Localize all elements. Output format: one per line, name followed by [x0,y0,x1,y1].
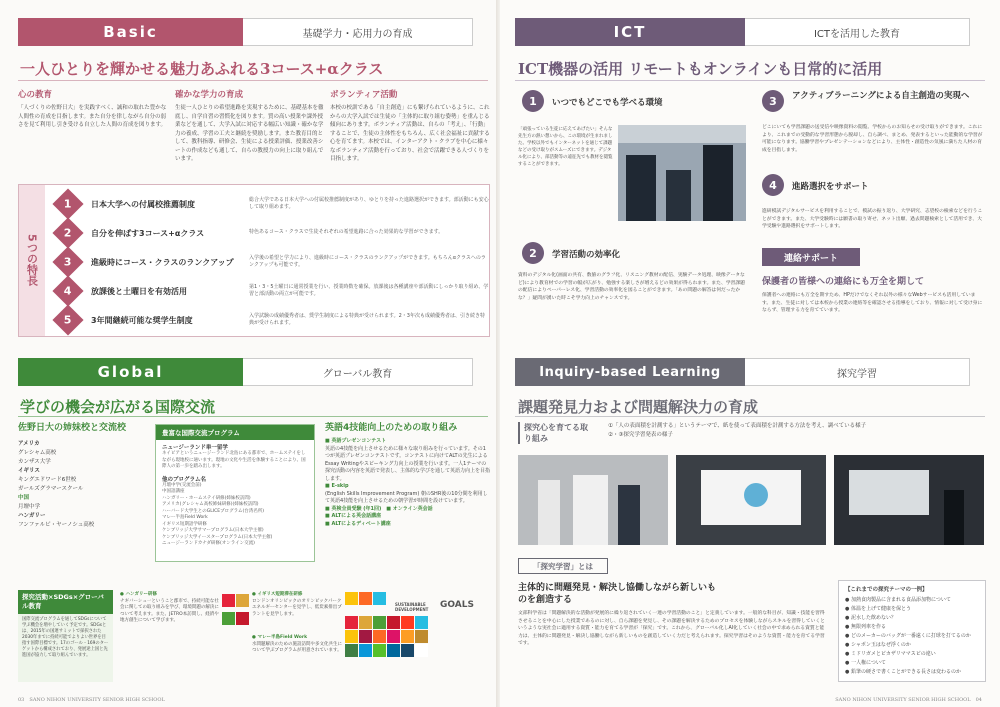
feature-row [53,278,489,304]
footer-right: SANO NIHON UNIVERSITY SENIOR HIGH SCHOOL 04 [835,697,982,703]
col-body: 生徒一人ひとりの希望進路を実現するために、基礎基本を徹底し、自学自習の習慣化を図ります。質の高い授業や課外授業などを通して、大学入試に対応する幅広い知識・確かな学力の養成、学習の工夫と継続を奨励します。また教育目的として、教科指導、研修会、生徒による授業評価、授業改善シートの作成なども通して、自らの教授力の向上に取り組んでいます。 [175,105,324,162]
other-title: 他のプログラム名 [162,476,206,483]
sister-list: アメリカ グレシャム高校 カンザス大学 イギリス キングエドワード6世校 ガールズグラマースクール 中国 月壇中学 ハンガリー フンファルビ・ヤーノシュ高校 [18,441,95,528]
five-features-box [18,184,490,337]
basic-subtitle: 基礎学力・応用力の育成 [243,18,473,46]
about-inquiry-tag: 「探究学習」とは [518,558,608,574]
feature-title: 3年間継続可能な奨学生制度 [91,315,193,325]
basic-col-2 [175,88,325,164]
sdg-note-hungary: ● ハンガリー研修 ナギバーシュ一ということ郡市で、持続可能な社会に関しての取り組みを学び、環境問題の解決について考えます。また、JETRO本訪問し、経済や地方創生について学びます。 [120,592,219,623]
ict-item-title: いつでもどこでも学べる環境 [552,98,663,108]
themes-list: ● 加熱食肉製品に含まれる食品添加物について ● 体温を上げて健康を保とう ● 泥水した飲めない？ ● 無限列車を作る ● どのメーカーのバッグが一番遠くに打球を打てるのか ● シャボン玉はなぜ浮くのか ● ミドリガメとピカザリママスピの違い ● 一人権について ● 鉛筆の硬さで書くことができる長さは変わるのか [845,597,971,675]
about-headline: 主体的に問題発見・解決し協働しながら新しいものを創造する [518,583,717,605]
contact-support-tag: 連絡サポート [762,248,860,266]
feature-row [53,220,489,246]
feature-title: 日本大学への付属校推薦制度 [91,199,195,209]
inquiry-subtitle-block: 探究心を育てる取り組み [518,422,593,444]
ict-item-title: 学習活動の効率化 [552,250,621,260]
english-items: ■ 英語プレゼンコンテスト 英語の4技能を向上させるために様々な取り組みを行っています。その1つが英語プレゼンコンテストです。コンテストに向けてALTの先生によるEssay Writingやスピーキング力向上の授業を行います。一人1テーマの探究活動の内容を英語で発表し、主体的な学びを通して英語力向上を目指します。 ■ E-skip (English Skills Improvement Program) 朝のSHR後の10分間を利用して英語4技能を向上させるための朝学習が時間を設けています。 ■ 英検全員受験 (年1回) ■ オンライン英会話 ■ ALTによる英会話講座 ■ ALTによるディベート講座 [325,438,491,527]
feature-desc: 総合大学である日本大学への付属校推薦制度があり、ゆとりを持った進路選択ができます。部活動にも安心して取り組めます。 [249,196,489,210]
divider [515,80,985,81]
side-label-text: 5つの特長 [25,234,39,286]
feature-desc: 特色あるコース・クラスで生徒それぞれの希望進路に合った効果的な学習ができます。 [249,229,444,236]
global-tag: Global [18,358,243,386]
feature-row [53,307,489,333]
inquiry-tag: Inquiry-based Learning [515,358,745,386]
sdg-logo-goals: GOALS [440,600,474,610]
feature-desc: 入学後の希望と学力により、進級時にコース・クラスのランクアップができます。もちろんαクラスへのランクアップも可能です。 [249,254,486,268]
inquiry-headline: 課題発見力および問題解決力の育成 [518,398,759,416]
col-title: 心の教育 [18,90,53,100]
ict-item-title: 進路選択をサポート [792,182,869,192]
english-title: 英語4技能向上のための取り組み [325,423,458,433]
feature-row [53,191,489,217]
ict-subtitle: ICTを活用した教育 [745,18,970,46]
english-section [325,422,490,528]
basic-banner [18,18,473,46]
sdg-icon-grid [345,616,428,657]
basic-col-3 [330,88,490,164]
inquiry-photo-1 [518,455,668,545]
programs-title: 豊富な国際交流プログラム [156,425,314,440]
nz-title: ニュージーランド単一留学 [162,445,228,451]
nz-body: ネイピアというニュージーランド北島にある都市で、ホームステイをしながら現地校に通います。現地の文化や生活を体験することにより、国際人の第一歩を踏み出します。 [162,451,306,469]
sdg-note-malay: ● マレー半島Field Work 水問題解決のための施設訪問や多文化共生について学ぶプログラムが用意されています。 [252,635,342,653]
ict-item-title: アクティブラーニングによる自主創造の実現へ [792,91,970,101]
sdg-logo: SUSTAINABLE DEVELOPMENT [395,602,429,612]
ict-tag: ICT [515,18,745,46]
sdg-goals-panel [345,592,490,682]
ict-item-body: どこにいても学習課題の送受信や映像資料の閲覧、学校からのお知らせの受け取りができます。これにより、これまでの受動的な学習形態から脱却し、自ら調べ、まとめ、発表するといった能動的な学習が可能になります。協働学習やプレゼンテーションなどにより、主体性・創造性の気風に満ちた人材の育成を目指します。 [762,125,983,153]
feature-title: 自分を伸ばす3コース+αクラス [91,228,205,238]
inquiry-captions: ①「人の表面積を計測する」というテーマで、紙を使って表面積を計測する方法を考え、調べている様子 ②・③探究学習発表の様子 [608,423,867,438]
themes-title: 【これまでの探究テーマの一例】 [845,587,928,593]
inquiry-subtitle: 探究学習 [745,358,970,386]
sister-title: 佐野日大の姉妹校と交流校 [18,423,127,433]
feature-number: 1 [52,188,83,219]
basic-headline: 一人ひとりを輝かせる魅力あふれる3コース+αクラス [20,60,384,78]
ict-item-number: 2 [522,242,544,264]
feature-number: 2 [52,217,83,248]
inquiry-photo-3 [834,455,984,545]
features-side-label [19,185,45,336]
divider [18,416,488,417]
ict-item-number: 4 [762,174,784,196]
sdgs-title: 探究活動×SDGs×グローバル教育 [18,590,113,614]
global-subtitle: グローバル教育 [243,358,473,386]
ict-item-number: 1 [522,90,544,112]
other-list: 月壇中学(交流会前) 中国語講座 ハンガリー・ホームステイ研修(姉妹校訪問) アメリカ(グレシャム高校姉妹研修)(姉妹校訪問) ハーバード大学生とのGLICEプログラム(台湾名所) マレー半島Field Work イギリス短期語学研修 ケンブリッジ大学サマープログラム(日本大学主催) ケンブリッジ大学イースタープログラム(日本大学主催) ニュージーランドカナダ研修(オンライン交流) [162,482,273,546]
feature-desc: 第1・3・5土曜日に通常授業を行い、授業時数を確保。放課後は各種講座や部活動にしっかり取り組め、学習と部活動の両立が可能です。 [249,283,489,297]
global-banner [18,358,473,386]
ict-item-body: 進研模試デジタルサービスを利用することで、模試の振り返り、大学研究、志望校の検索などを行うことができます。また、大学受験時には願書の取り寄せ、ネット出願、過去問題検索として活用でき、大学受験や進路選択をサポートします。 [762,209,983,229]
feature-title: 進級時にコース・クラスのランクアップ [91,257,234,267]
sister-schools [18,422,148,530]
feature-number: 4 [52,275,83,306]
feature-number: 3 [52,246,83,277]
col-body: 本校の校訓である「自主創造」にも繋げられているように、これからの大学入試では生徒の「主体的に取り組む姿勢」を重んじる傾向にあります。ボランティア活動は、自らの「考え」、「行動」することで、生徒の主体性をもちろん、広く社会福祉に貢献する心を育てます。本校では、インターアクト・クラブを中心に様々なボランティア活動を行っており、社会で活躍できる人づくりを目指します。 [330,105,490,162]
col-body: 「人づくりの佐野日大」を実践すべく、誠和の取れた豊かな人間性の育成を目指します。また自分を律しながら自分の弱さを見て利用し引き受ける自立した人間の育成を図ります。 [18,105,167,128]
ict-item-body: 資料のデジタル化(画面の共有、数値のグラフ化、リスニング教材の配信、実験データ処理、映像データなど)により教育材での学習の幅が広がり、勉強する楽しさが増えるどの効果が得られます。また、学習課題の配信によりペーパーレス化、学習活動の効率化を図ることができます。「あの問題の解答は何だったかな？」疑問が湧いた時こそ学力向上のチャンスです。 [518,273,745,301]
col-title: ボランティア活動 [330,90,398,100]
sdgs-body: 国際交流プログラムを通してSDGsについて学ぶ機会を増やしていく予定です。SDGsとは、2015年の国連サミットで採択された2030年までに持続可能でよりよい世界を目指す国際目標です。17のゴール・169のターゲットから構成されており、発展途上国と先進国が協力して取り組んでいます。 [22,617,109,658]
ict-headline: ICT機器の活用 リモートもオンラインも日常的に活用 [518,60,883,78]
global-headline: 学びの機会が広がる国際交流 [20,398,216,416]
sdgs-box [18,590,113,682]
inquiry-photo-2 [676,455,826,545]
programs-box [155,424,315,562]
feature-title: 放課後と土曜日を有効活用 [91,286,187,296]
feature-number: 5 [52,304,83,335]
inquiry-banner [515,358,970,386]
divider [515,416,985,417]
ict-item-body: 「頑張っている生徒に応えてあげたい」そんな先生方の熱い想いから、この環境が生まれました。学校以外でもインターネットを通じて課題などの受け取りがスムーズにできます。デジタル化により、部活動等の遠征先でも教材を閲覧することができます。 [518,127,613,167]
contact-headline: 保護者の皆様への連絡にも万全を期して [762,277,925,287]
col-title: 確かな学力の育成 [175,90,244,100]
themes-box [838,580,986,682]
contact-body: 保護者への連絡にも万全を期すため、HPだけでなくそれ以外の様々なWebサービスも活用しています。また、生徒に対しては本校から授業の連絡等を確認させる指導をしており、情報に対して受け身にならず、管理する力を育てています。 [762,293,983,313]
feature-desc: 入学試験の成績優秀者は、奨学生制度による特典が受けられます。2・3年次も成績優秀者は、引き続き特典が受けられます。 [249,312,485,326]
feature-row [53,249,489,275]
footer-left: 03 SANO NIHON UNIVERSITY SENIOR HIGH SCHOOL [18,697,165,703]
sdg-note-uk: ● イギリス短期滞在研修 ロンドンオリンピックのオリンピックパークエネルギーセンターを見学し、低炭素排出プラントを見学します。 [252,592,342,617]
about-body: 文部科学省は「問題解決的な活動が発展的に繰り返されていく一連の学習活動のこと」と定義しています。一般的な科目が、知識・技能を習得させることを中心にした授業であるのに対し、自ら課題を発見し、その課題を解決するためのプロセスを体験しながらスキルを習得していくというような実社会に適用する資質・能力を育てる学習が「探究」です。これから、グローバル化しAI化していく社会の中で求められる資質と能力は、主体的に問題発見・解決し協働しながら新しいものを創造していく力だと考えられます。探究学習はそのような資質・能力を育てる学習です。 [518,611,825,646]
classroom-photo [618,125,746,221]
basic-col-1 [18,88,168,130]
ict-banner [515,18,970,46]
basic-tag: Basic [18,18,243,46]
right-page [500,0,1000,707]
divider [18,80,488,81]
ict-item-number: 3 [762,90,784,112]
